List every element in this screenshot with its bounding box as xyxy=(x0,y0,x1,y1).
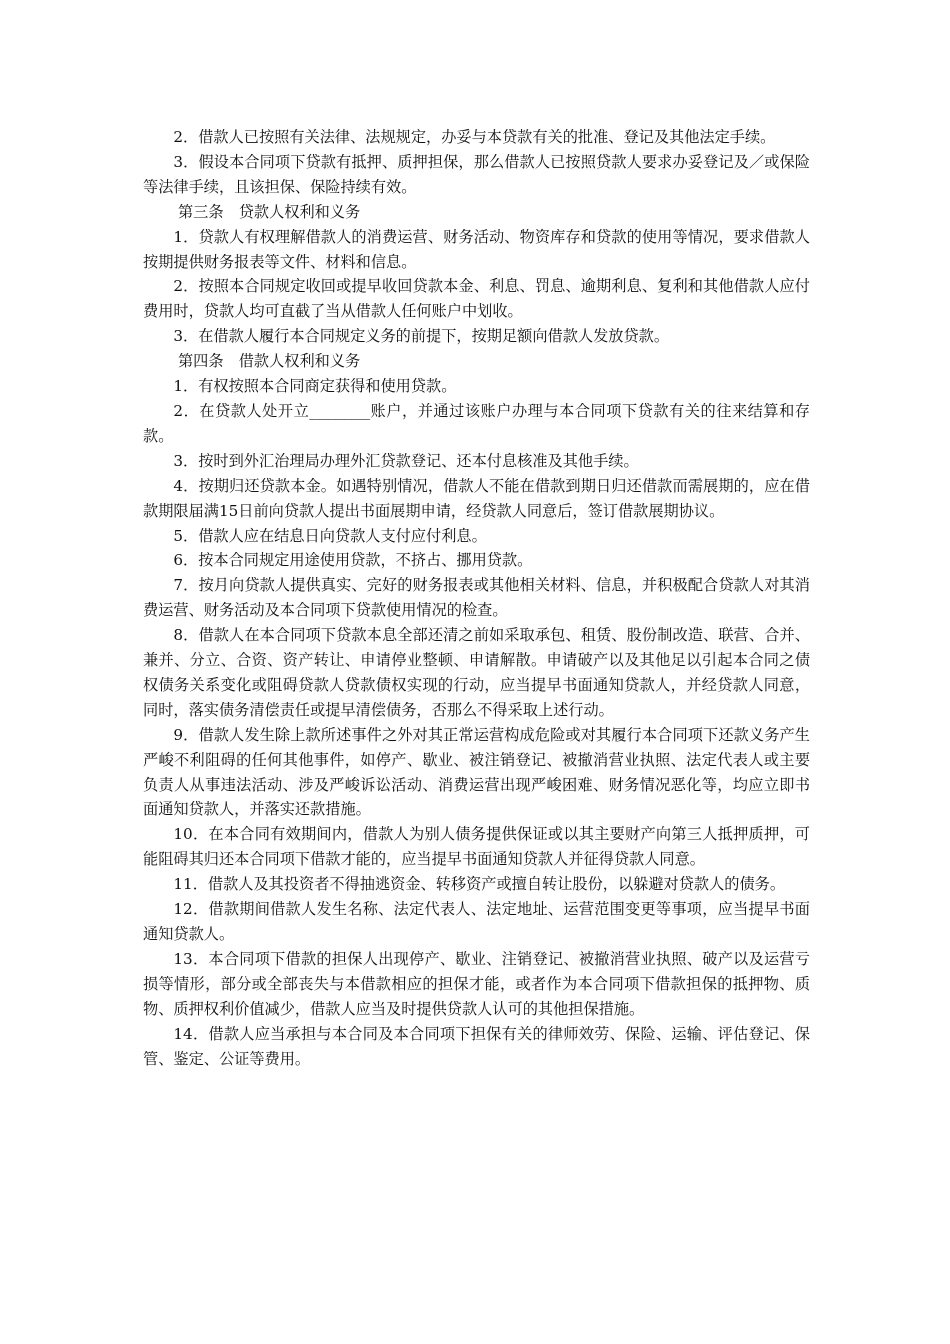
clause-paragraph: 1．贷款人有权理解借款人的消费运营、财务活动、物资库存和贷款的使用等情况，要求借款人按期提供财务报表等文件、材料和信息。 xyxy=(143,227,810,271)
clause-paragraph: 6．按本合同规定用途使用贷款，不挤占、挪用贷款。 xyxy=(173,551,533,570)
clause-paragraph: 3．假设本合同项下贷款有抵押、质押担保，那么借款人已按照贷款人要求办妥登记及／或保险等法律手续，且该担保、保险持续有效。 xyxy=(143,152,810,196)
clause-paragraph: 7．按月向贷款人提供真实、完好的财务报表或其他相关材料、信息，并积极配合贷款人对其消费运营、财务活动及本合同项下贷款使用情况的检查。 xyxy=(143,576,810,620)
clause-paragraph: 5．借款人应在结息日向贷款人支付应付利息。 xyxy=(173,526,487,545)
article-heading: 第三条 贷款人权利和义务 xyxy=(177,202,361,221)
clause-paragraph: 4．按期归还贷款本金。如遇特别情况，借款人不能在借款到期日归还借款而需展期的，应在借款期限届满15日前向贷款人提出书面展期申请，经贷款人同意后，签订借款展期协议。 xyxy=(143,476,810,520)
clause-paragraph: 12．借款期间借款人发生名称、法定代表人、法定地址、运营范围变更等事项，应当提早书面通知贷款人。 xyxy=(143,900,810,943)
clause-paragraph: 3．在借款人履行本合同规定义务的前提下，按期足额向借款人发放贷款。 xyxy=(173,327,670,346)
document-page xyxy=(143,125,810,1071)
clause-paragraph: 3．按时到外汇治理局办理外汇贷款登记、还本付息核准及其他手续。 xyxy=(173,451,639,470)
clause-paragraph: 10．在本合同有效期间内，借款人为别人债务提供保证或以其主要财产向第三人抵押质押，可能阻碍其归还本合同项下借款才能的，应当提早书面通知贷款人并征得贷款人同意。 xyxy=(143,825,810,869)
clause-paragraph: 14．借款人应当承担与本合同及本合同项下担保有关的律师效劳、保险、运输、评估登记、保管、鉴定、公证等费用。 xyxy=(143,1024,810,1068)
clause-paragraph: 11．借款人及其投资者不得抽逃资金、转移资产或擅自转让股份，以躲避对贷款人的债务。 xyxy=(173,875,786,894)
clause-paragraph: 2．在贷款人处开立________账户，并通过该账户办理与本合同项下贷款有关的往来结算和存款。 xyxy=(143,401,810,445)
clause-paragraph: 2．借款人已按照有关法律、法规规定，办妥与本贷款有关的批准、登记及其他法定手续。 xyxy=(173,128,776,146)
clause-paragraph: 9．借款人发生除上款所述事件之外对其正常运营构成危险或对其履行本合同项下还款义务产生严峻不利阻碍的任何其他事件，如停产、歇业、被注销登记、被撤消营业执照、法定代表人或主要负责人从事违法活动、涉及严峻诉讼活动、消费运营出现严峻困难、财务情况恶化等，均应立即书面通知贷款人，并落实还款措施。 xyxy=(143,725,810,819)
article-heading: 第四条 借款人权利和义务 xyxy=(177,352,361,371)
clause-paragraph: 2．按照本合同规定收回或提早收回贷款本金、利息、罚息、逾期利息、复利和其他借款人应付费用时，贷款人均可直截了当从借款人任何账户中划收。 xyxy=(143,277,810,321)
clause-paragraph: 1．有权按照本合同商定获得和使用贷款。 xyxy=(173,377,457,396)
clause-paragraph: 13．本合同项下借款的担保人出现停产、歇业、注销登记、被撤消营业执照、破产以及运营亏损等情形，部分或全部丧失与本借款相应的担保才能，或者作为本合同项下借款担保的抵押物、质物、质押权利价值减少，借款人应当及时提供贷款人认可的其他担保措施。 xyxy=(143,949,810,1018)
clause-paragraph: 8．借款人在本合同项下贷款本息全部还清之前如采取承包、租赁、股份制改造、联营、合并、兼并、分立、合资、资产转让、申请停业整顿、申请解散。申请破产以及其他足以引起本合同之债权债务关系变化或阻碍贷款人贷款债权实现的行动，应当提早书面通知贷款人，并经贷款人同意，同时，落实债务清偿责任或提早清偿债务，否那么不得采取上述行动。 xyxy=(143,626,810,719)
